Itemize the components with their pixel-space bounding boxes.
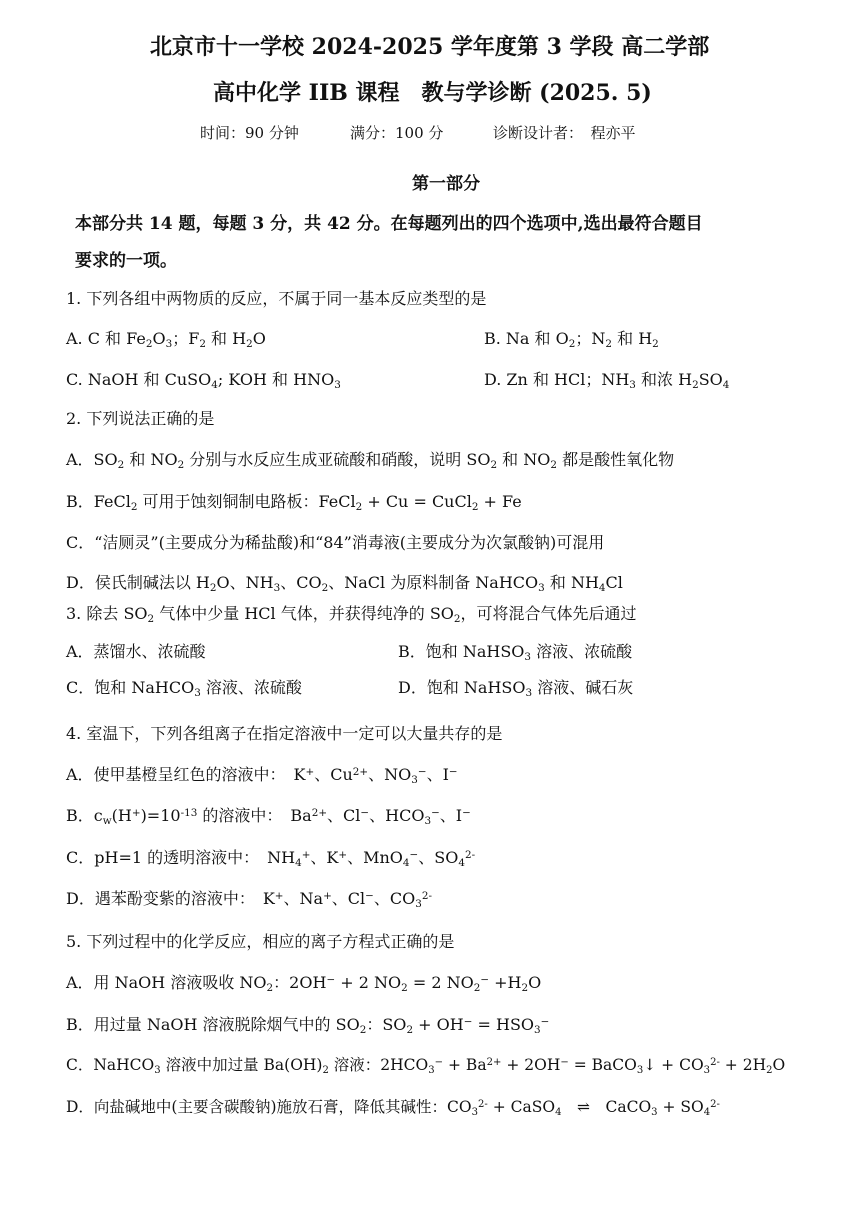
q5-option-c: C．NaHCO$_3$ 溶液中加过量 $Ba(OH)_2$ 溶液：$2HCO_3^- + Ba^{2+} + 2OH^-$ = BaCO$_3$↓ + $CO_3^{2-} + 2H_2O$ xyxy=(66,1056,786,1077)
q3-stem: 3. 除去 $SO_2$ 气体中少量 HCl 气体，并获得纯净的 $SO_2$，可将混合气体先后通过 xyxy=(66,604,637,626)
q3-option-d: D．饱和 NaHSO$_3$ 溶液、碱石灰 xyxy=(398,678,634,700)
q1-option-d: D. Zn 和 HCl；$NH_3$ 和浓 $H_2SO_4$ xyxy=(484,370,730,392)
q2-option-b: B．FeCl$_2$ 可用于蚀刻铜制电路板：FeCl$_2$ + Cu = CuCl$_2$ + Fe xyxy=(66,492,522,514)
q4-stem: 4. 室温下，下列各组离子在指定溶液中一定可以大量共存的是 xyxy=(66,724,503,743)
q2-option-d: D．侯氏制碱法以 $H_2O$、$NH_3$、$CO_2$、NaCl 为原料制备 NaHCO$_3$ 和 $NH_4Cl$ xyxy=(66,573,623,595)
q2-option-c: C．“洁厕灵”(主要成分为稀盐酸)和“84”消毒液(主要成分为次氯酸钠)可混用 xyxy=(66,533,605,552)
q1-option-b: B. Na 和 $O_2$；$N_2$ 和 $H_2$ xyxy=(484,329,659,351)
q5-option-a: A．用 NaOH 溶液吸收 $NO_2$：2OH− + 2 $NO_2 = 2$ $NO_2^- +H_2O$ xyxy=(66,973,542,995)
q2-option-a: A．$SO_2$ 和 $NO_2$ 分别与水反应生成亚硫酸和硝酸，说明 $SO_2$ 和 $NO_2$ 都是酸性氧化物 xyxy=(66,450,675,472)
q4-option-a: A．使甲基橙呈红色的溶液中： K+、$Cu^{2+}$、$NO_3^-$、I− xyxy=(66,765,458,787)
q5-option-b: B．用过量 NaOH 溶液脱除烟气中的 $SO_2$：$SO_2 + OH^- = HSO_3^-$ xyxy=(66,1015,550,1037)
q1-option-a: A. C 和 $Fe_2O_3$；$F_2$ 和 $H_2O$ xyxy=(66,329,266,351)
q5-stem: 5. 下列过程中的化学反应，相应的离子方程式正确的是 xyxy=(66,932,455,951)
q3-option-a: A．蒸馏水、浓硫酸 xyxy=(66,642,206,661)
part-intro-line2: 要求的一项。 xyxy=(75,251,177,271)
q3-option-b: B．饱和 NaHSO$_3$ 溶液、浓硫酸 xyxy=(398,642,633,664)
exam-full-score: 满分：100 分 xyxy=(350,124,444,142)
q4-option-c: C．pH=1 的透明溶液中： $NH_4^+$、K+、MnO$_4$−、$SO_4^{2-}$ xyxy=(66,848,476,870)
exam-title-line2: 高中化学 IIB 课程 教与学诊断 (2025. 5) xyxy=(213,80,652,106)
part-title: 第一部分 xyxy=(412,174,480,194)
q4-option-b: B．$c_w(H^+)=10^{-13}$ 的溶液中： $Ba^{2+}$、Cl−、$HCO_3^-$、I− xyxy=(66,806,471,828)
q5-option-d: D．向盐碱地中(主要含碳酸钠)施放石膏，降低其碱性：$CO_3^{2-}$ + CaSO$_4$ ⇌ CaCO$_3$ + $SO_4^{2-}$ xyxy=(66,1098,720,1119)
q1-stem: 1. 下列各组中两物质的反应，不属于同一基本反应类型的是 xyxy=(66,289,487,308)
q4-option-d: D．遇苯酚变紫的溶液中： K+、Na+、Cl−、$CO_3^{2-}$ xyxy=(66,889,432,911)
q3-option-c: C．饱和 NaHCO$_3$ 溶液、浓硫酸 xyxy=(66,678,302,700)
exam-time: 时间：90 分钟 xyxy=(200,124,299,142)
exam-title-line1: 北京市十一学校 2024-2025 学年度第 3 学段 高二学部 xyxy=(150,34,710,60)
exam-designer: 诊断设计者： 程亦平 xyxy=(493,124,636,142)
q1-option-c: C. NaOH 和 CuSO$_4$; KOH 和 $HNO_3$ xyxy=(66,370,341,392)
part-intro-line1: 本部分共 14 题，每题 3 分，共 42 分。在每题列出的四个选项中,选出最符合题目 xyxy=(75,214,703,234)
q2-stem: 2. 下列说法正确的是 xyxy=(66,409,215,428)
